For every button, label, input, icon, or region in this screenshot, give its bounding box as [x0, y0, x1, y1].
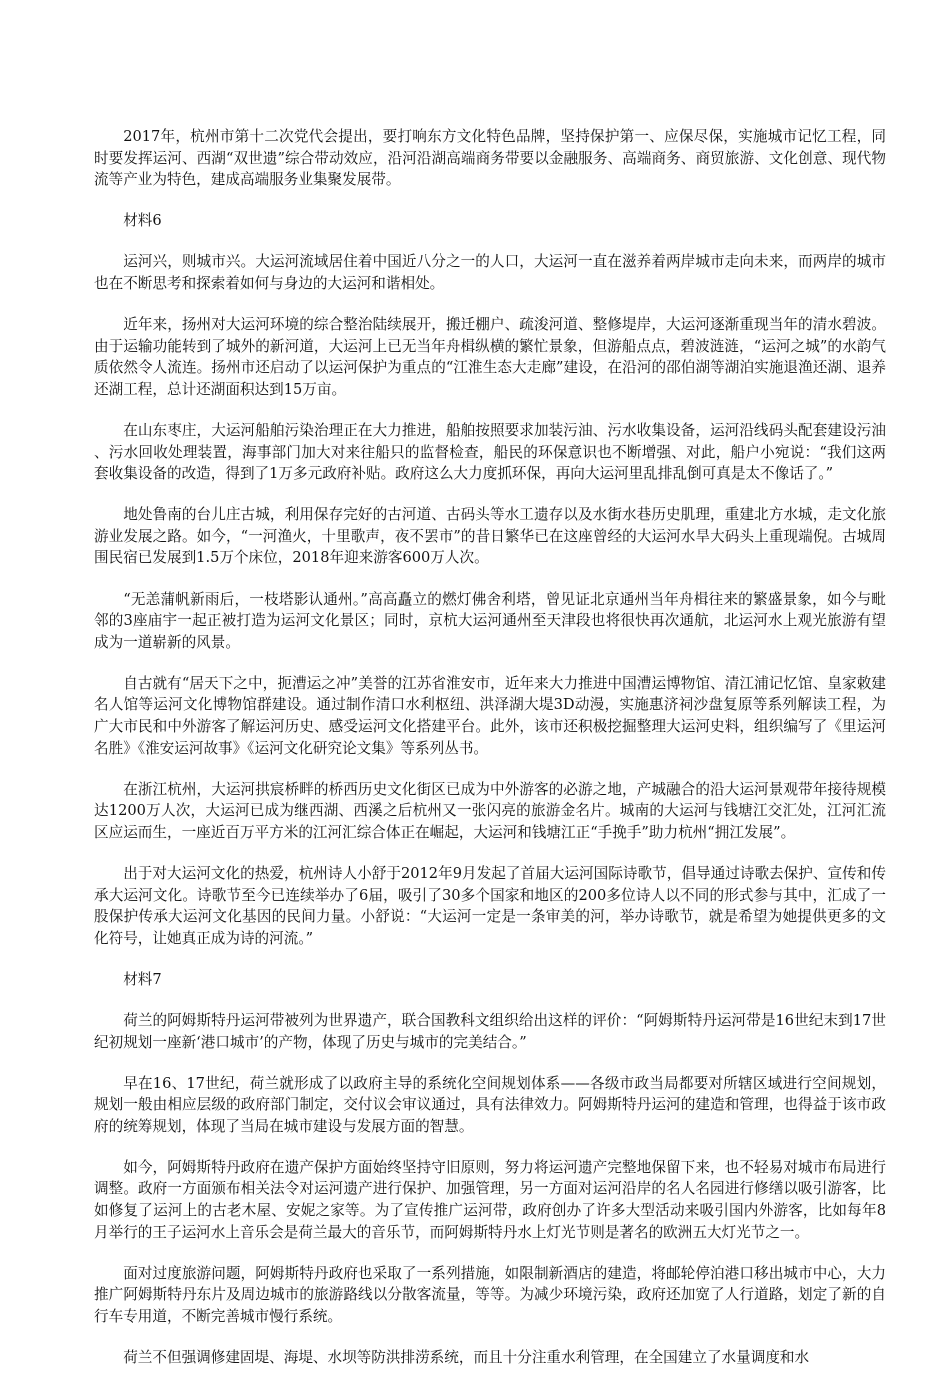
- paragraph-zaozhuang: 在山东枣庄，大运河船舶污染治理正在大力推进，船舶按照要求加装污油、污水收集设备，运河沿线码头配套建设污油、污水回收处理装置，海事部门加大对来往船只的监督检查，船民的环保意识也不断增强、对此，船户小宛说：“我们这两套收集设备的改造，得到了1万多元政府补贴。政府这么大力度抓环保，再向大运河里乱排乱倒可真是太不像话了。”: [94, 421, 886, 483]
- material-7-heading: 材料7: [123, 970, 162, 988]
- paragraph-amsterdam-heritage: 荷兰的阿姆斯特丹运河带被列为世界遗产，联合国教科文组织给出这样的评价：“阿姆斯特丹运河带是16世纪末到17世纪初规划一座新‘港口城市’的产物，体现了历史与城市的完美结合。”: [94, 1011, 886, 1051]
- paragraph-hangzhou-canal: 在浙江杭州，大运河拱宸桥畔的桥西历史文化街区已成为中外游客的必游之地，产城融合的沿大运河景观带年接待规模达1200万人次，大运河已成为继西湖、西溪之后杭州又一张闪亮的旅游金名片。城南的大运河与钱塘江交汇处，江河汇流区应运而生，一座近百万平方米的江河汇综合体正在崛起，大运河和钱塘江正“手挽手”助力杭州“拥江发展”。: [94, 780, 886, 841]
- paragraph-poetry-festival: 出于对大运河文化的热爱，杭州诗人小舒于2012年9月发起了首届大运河国际诗歌节，倡导通过诗歌去保护、宣传和传承大运河文化。诗歌节至今已连续举办了6届，吸引了30多个国家和地区的200多位诗人以不同的形式参与其中，汇成了一股保护传承大运河文化基因的民间力量。小舒说：“大运河一定是一条审美的河，举办诗歌节，就是希望为她提供更多的文化符号，让她真正成为诗的河流。”: [94, 864, 886, 947]
- paragraph-dutch-planning: 早在16、17世纪，荷兰就形成了以政府主导的系统化空间规划体系——各级市政当局都要对所辖区域进行空间规划，规划一般由相应层级的政府部门制定，交付议会审议通过，具有法律效力。阿姆斯特丹运河的建造和管理，也得益于该市政府的统筹规划，体现了当局在城市建设与发展方面的智慧。: [94, 1074, 886, 1135]
- paragraph-overtourism: 面对过度旅游问题，阿姆斯特丹政府也采取了一系列措施，如限制新酒店的建造，将邮轮停泊港口移出城市中心，大力推广阿姆斯特丹东片及周边城市的旅游路线以分散客流量，等等。为减少环境污染，政府还加宽了人行道路，划定了新的自行车专用道，不断完善城市慢行系统。: [94, 1264, 886, 1325]
- paragraph-water-management: 荷兰不但强调修建固堤、海堤、水坝等防洪排涝系统，而且十分注重水利管理，在全国建立了水量调度和水: [123, 1349, 810, 1367]
- paragraph-canal-city: 运河兴，则城市兴。大运河流域居住着中国近八分之一的人口，大运河一直在滋养着两岸城市走向未来，而两岸的城市也在不断思考和探索着如何与身边的大运河和谐相处。: [94, 253, 886, 292]
- paragraph-tongzhou: “无恙蒲帆新雨后，一枝塔影认通州。”高高矗立的燃灯佛舍利塔，曾见证北京通州当年舟楫往来的繁盛景象，如今与毗邻的3座庙宇一起正被打造为运河文化景区；同时，京杭大运河通州至天津段也将很快再次通航，北运河水上观光旅游有望成为一道崭新的风景。: [94, 590, 886, 651]
- material-6-heading: 材料6: [123, 212, 162, 230]
- document-page: [94, 126, 886, 1388]
- paragraph-taierzhuang: 地处鲁南的台儿庄古城，利用保存完好的古河道、古码头等水工遗存以及水街水巷历史肌理，重建北方水城，走文化旅游业发展之路。如今，“一河渔火，十里歌声，夜不罢市”的昔日繁华已在这座曾经的大运河水旱大码头上重现端倪。古城周围民宿已发展到1.5万个床位，2018年迎来游客600万人次。: [94, 506, 886, 567]
- paragraph-yangzhou: 近年来，扬州对大运河环境的综合整治陆续展开，搬迁棚户、疏浚河道、整修堤岸，大运河逐渐重现当年的清水碧波。由于运输功能转到了城外的新河道，大运河上已无当年舟楫纵横的繁忙景象，但游船点点，碧波涟涟，“运河之城”的水韵气质依然令人流连。扬州市还启动了以运河保护为重点的“江淮生态大走廊”建设，在沿河的邵伯湖等湖泊实施退渔还湖、退养还湖工程，总计还湖面积达到15万亩。: [94, 316, 886, 398]
- paragraph-amsterdam-preservation: 如今，阿姆斯特丹政府在遗产保护方面始终坚持守旧原则，努力将运河遗产完整地保留下来，也不轻易对城市布局进行调整。政府一方面颁布相关法令对运河遗产进行保护、加强管理，另一方面对运河沿岸的名人名园进行修缮以吸引游客，比如修复了运河上的古老木屋、安妮之家等。为了宣传推广运河带，政府创办了许多大型活动来吸引国内外游客，比如每年8月举行的王子运河水上音乐会是荷兰最大的音乐节，而阿姆斯特丹水上灯光节则是著名的欧洲五大灯光节之一。: [94, 1158, 886, 1241]
- paragraph-huaian: 自古就有“居天下之中，扼漕运之冲”美誉的江苏省淮安市，近年来大力推进中国漕运博物馆、清江浦记忆馆、皇家敕建名人馆等运河文化博物馆群建设。通过制作清口水利枢纽、洪泽湖大堤3D动漫，实施惠济祠沙盘复原等系列解读工程，为广大市民和中外游客了解运河历史、感受运河文化搭建平台。此外，该市还积极挖掘整理大运河史料，组织编写了《里运河名胜》《淮安运河故事》《运河文化研究论文集》等系列丛书。: [94, 674, 886, 757]
- paragraph-hangzhou-2017: 2017年，杭州市第十二次党代会提出，要打响东方文化特色品牌，坚持保护第一、应保尽保，实施城市记忆工程，同时要发挥运河、西湖“双世遗”综合带动效应，沿河沿湖高端商务带要以金融服务、高端商务、商贸旅游、文化创意、现代物流等产业为特色，建成高端服务业集聚发展带。: [94, 128, 886, 189]
